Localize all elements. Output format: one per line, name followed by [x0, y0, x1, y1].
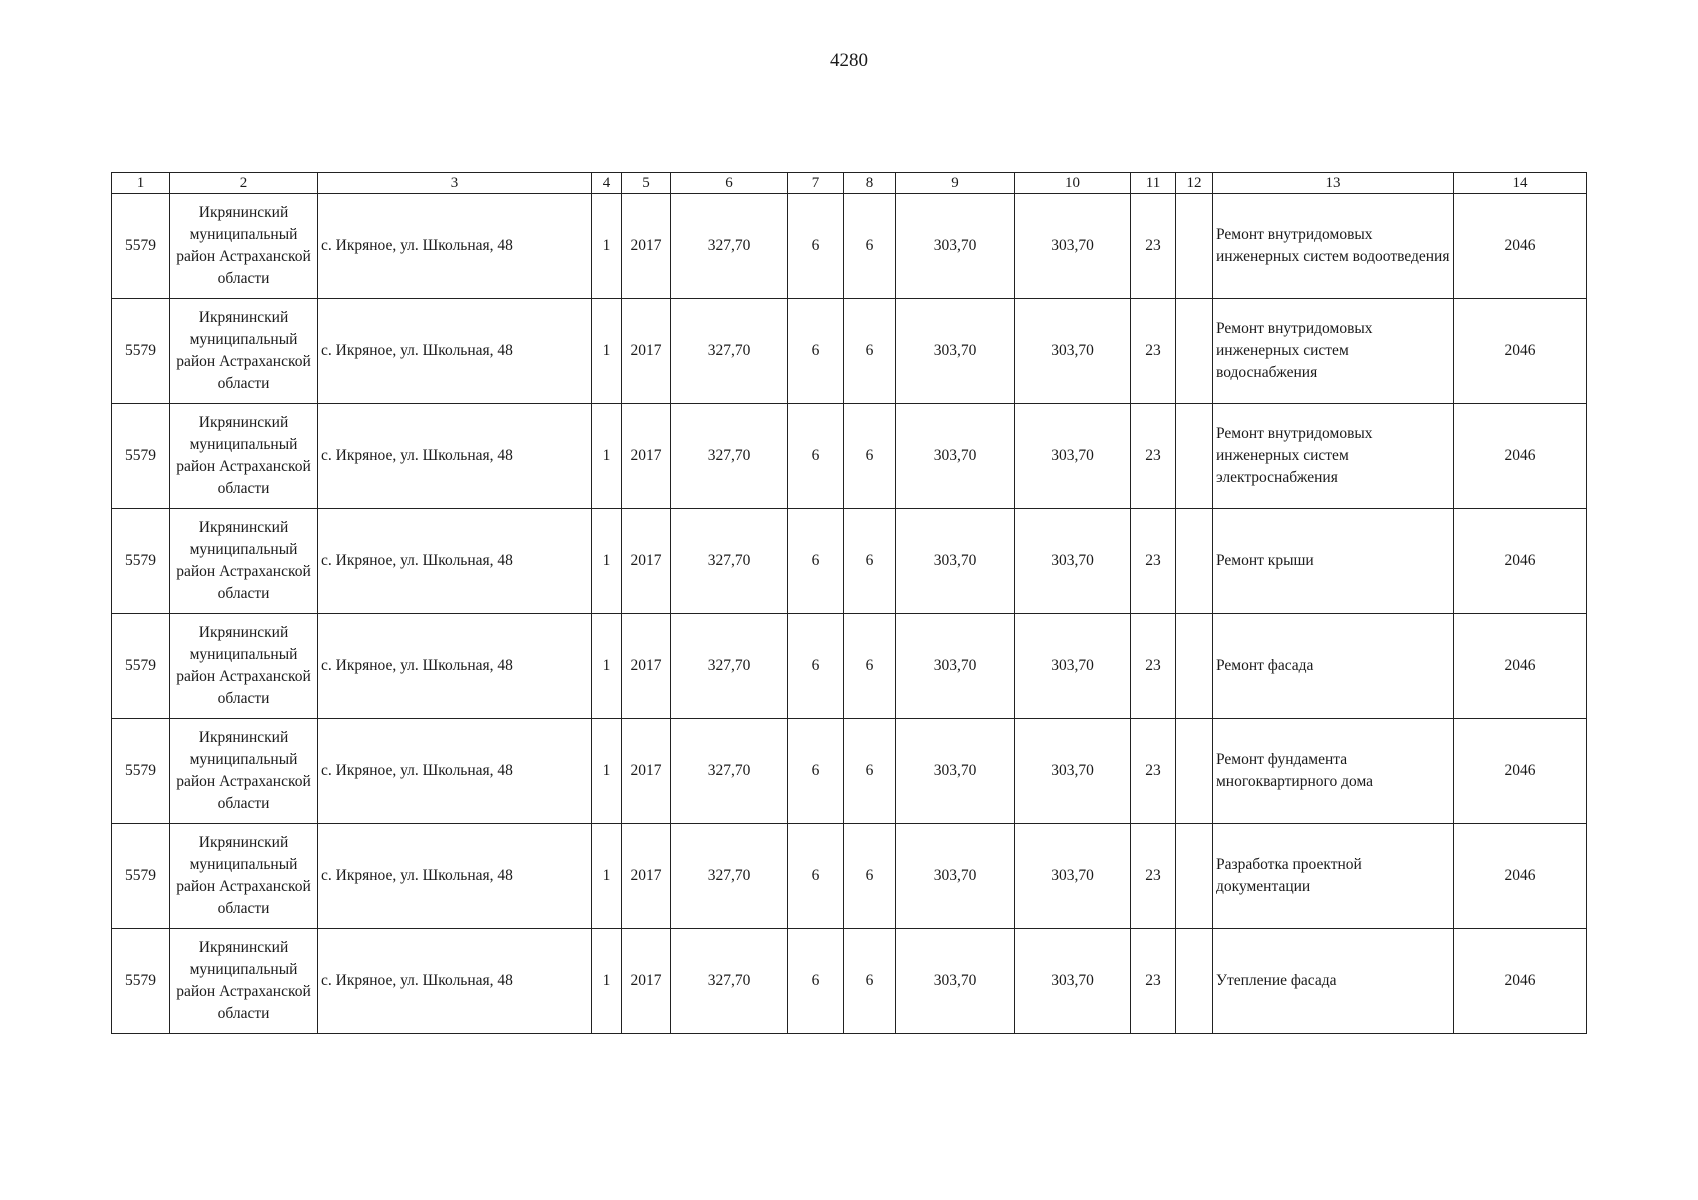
col8-cell: 6 — [844, 824, 896, 929]
col8-cell: 6 — [844, 299, 896, 404]
year-cell: 2017 — [622, 299, 671, 404]
area-cell: 327,70 — [671, 509, 788, 614]
municipality-cell: Икрянинский муниципальный район Астраханской области — [170, 719, 318, 824]
col8-cell: 6 — [844, 509, 896, 614]
col12-cell — [1176, 194, 1213, 299]
planned-year-cell: 2046 — [1454, 929, 1587, 1034]
col4-cell: 1 — [592, 719, 622, 824]
col4-cell: 1 — [592, 404, 622, 509]
col10-cell: 303,70 — [1015, 824, 1131, 929]
col10-cell: 303,70 — [1015, 509, 1131, 614]
col12-cell — [1176, 719, 1213, 824]
record-number-cell: 5579 — [112, 194, 170, 299]
record-number-cell: 5579 — [112, 404, 170, 509]
planned-year-cell: 2046 — [1454, 194, 1587, 299]
column-header: 13 — [1213, 173, 1454, 194]
col12-cell — [1176, 509, 1213, 614]
year-cell: 2017 — [622, 824, 671, 929]
col12-cell — [1176, 299, 1213, 404]
col10-cell: 303,70 — [1015, 929, 1131, 1034]
work-type-cell: Ремонт внутридомовых инженерных систем водоснабжения — [1213, 299, 1454, 404]
housing-repair-table — [111, 172, 1587, 1034]
planned-year-cell: 2046 — [1454, 614, 1587, 719]
table-row — [112, 299, 1587, 404]
address-cell: с. Икряное, ул. Школьная, 48 — [318, 299, 592, 404]
record-number-cell: 5579 — [112, 299, 170, 404]
column-header: 2 — [170, 173, 318, 194]
municipality-cell: Икрянинский муниципальный район Астраханской области — [170, 614, 318, 719]
municipality-cell: Икрянинский муниципальный район Астраханской области — [170, 404, 318, 509]
municipality-cell: Икрянинский муниципальный район Астраханской области — [170, 929, 318, 1034]
planned-year-cell: 2046 — [1454, 299, 1587, 404]
municipality-cell: Икрянинский муниципальный район Астраханской области — [170, 194, 318, 299]
col7-cell: 6 — [788, 194, 844, 299]
table-row — [112, 404, 1587, 509]
col12-cell — [1176, 929, 1213, 1034]
col9-cell: 303,70 — [896, 719, 1015, 824]
address-cell: с. Икряное, ул. Школьная, 48 — [318, 509, 592, 614]
record-number-cell: 5579 — [112, 509, 170, 614]
col7-cell: 6 — [788, 404, 844, 509]
page-number: 4280 — [830, 50, 868, 71]
col4-cell: 1 — [592, 194, 622, 299]
address-cell: с. Икряное, ул. Школьная, 48 — [318, 719, 592, 824]
work-type-cell: Ремонт фундамента многоквартирного дома — [1213, 719, 1454, 824]
year-cell: 2017 — [622, 404, 671, 509]
col9-cell: 303,70 — [896, 929, 1015, 1034]
area-cell: 327,70 — [671, 929, 788, 1034]
area-cell: 327,70 — [671, 824, 788, 929]
col12-cell — [1176, 404, 1213, 509]
col7-cell: 6 — [788, 614, 844, 719]
col10-cell: 303,70 — [1015, 299, 1131, 404]
column-header: 9 — [896, 173, 1015, 194]
work-type-cell: Ремонт внутридомовых инженерных систем электроснабжения — [1213, 404, 1454, 509]
col8-cell: 6 — [844, 929, 896, 1034]
planned-year-cell: 2046 — [1454, 509, 1587, 614]
col11-cell: 23 — [1131, 194, 1176, 299]
column-header: 10 — [1015, 173, 1131, 194]
col4-cell: 1 — [592, 929, 622, 1034]
col11-cell: 23 — [1131, 299, 1176, 404]
col7-cell: 6 — [788, 509, 844, 614]
work-type-cell: Утепление фасада — [1213, 929, 1454, 1034]
work-type-cell: Ремонт крыши — [1213, 509, 1454, 614]
col8-cell: 6 — [844, 404, 896, 509]
column-header: 4 — [592, 173, 622, 194]
work-type-cell: Разработка проектной документации — [1213, 824, 1454, 929]
planned-year-cell: 2046 — [1454, 404, 1587, 509]
planned-year-cell: 2046 — [1454, 719, 1587, 824]
col11-cell: 23 — [1131, 509, 1176, 614]
column-header: 11 — [1131, 173, 1176, 194]
col7-cell: 6 — [788, 929, 844, 1034]
col4-cell: 1 — [592, 824, 622, 929]
table-body — [112, 194, 1587, 1034]
col11-cell: 23 — [1131, 719, 1176, 824]
col9-cell: 303,70 — [896, 824, 1015, 929]
col7-cell: 6 — [788, 299, 844, 404]
work-type-cell: Ремонт фасада — [1213, 614, 1454, 719]
table-row — [112, 824, 1587, 929]
year-cell: 2017 — [622, 509, 671, 614]
year-cell: 2017 — [622, 719, 671, 824]
col4-cell: 1 — [592, 509, 622, 614]
column-header: 7 — [788, 173, 844, 194]
column-header: 6 — [671, 173, 788, 194]
col8-cell: 6 — [844, 614, 896, 719]
col11-cell: 23 — [1131, 404, 1176, 509]
table-row — [112, 614, 1587, 719]
year-cell: 2017 — [622, 194, 671, 299]
col8-cell: 6 — [844, 719, 896, 824]
area-cell: 327,70 — [671, 299, 788, 404]
col11-cell: 23 — [1131, 614, 1176, 719]
work-type-cell: Ремонт внутридомовых инженерных систем водоотведения — [1213, 194, 1454, 299]
table-header — [112, 173, 1587, 194]
col9-cell: 303,70 — [896, 299, 1015, 404]
area-cell: 327,70 — [671, 404, 788, 509]
col10-cell: 303,70 — [1015, 719, 1131, 824]
table-row — [112, 929, 1587, 1034]
col4-cell: 1 — [592, 299, 622, 404]
column-header: 5 — [622, 173, 671, 194]
municipality-cell: Икрянинский муниципальный район Астраханской области — [170, 824, 318, 929]
col4-cell: 1 — [592, 614, 622, 719]
column-header: 14 — [1454, 173, 1587, 194]
record-number-cell: 5579 — [112, 824, 170, 929]
address-cell: с. Икряное, ул. Школьная, 48 — [318, 194, 592, 299]
col7-cell: 6 — [788, 824, 844, 929]
table-row — [112, 719, 1587, 824]
col10-cell: 303,70 — [1015, 614, 1131, 719]
area-cell: 327,70 — [671, 614, 788, 719]
col12-cell — [1176, 824, 1213, 929]
col9-cell: 303,70 — [896, 614, 1015, 719]
col10-cell: 303,70 — [1015, 194, 1131, 299]
col9-cell: 303,70 — [896, 404, 1015, 509]
address-cell: с. Икряное, ул. Школьная, 48 — [318, 824, 592, 929]
address-cell: с. Икряное, ул. Школьная, 48 — [318, 404, 592, 509]
area-cell: 327,70 — [671, 719, 788, 824]
record-number-cell: 5579 — [112, 929, 170, 1034]
column-header: 1 — [112, 173, 170, 194]
col11-cell: 23 — [1131, 929, 1176, 1034]
year-cell: 2017 — [622, 614, 671, 719]
col8-cell: 6 — [844, 194, 896, 299]
table-row — [112, 509, 1587, 614]
municipality-cell: Икрянинский муниципальный район Астраханской области — [170, 299, 318, 404]
address-cell: с. Икряное, ул. Школьная, 48 — [318, 929, 592, 1034]
year-cell: 2017 — [622, 929, 671, 1034]
address-cell: с. Икряное, ул. Школьная, 48 — [318, 614, 592, 719]
column-number-row — [112, 173, 1587, 194]
col12-cell — [1176, 614, 1213, 719]
column-header: 3 — [318, 173, 592, 194]
col11-cell: 23 — [1131, 824, 1176, 929]
col7-cell: 6 — [788, 719, 844, 824]
column-header: 8 — [844, 173, 896, 194]
col10-cell: 303,70 — [1015, 404, 1131, 509]
table-row — [112, 194, 1587, 299]
record-number-cell: 5579 — [112, 614, 170, 719]
column-header: 12 — [1176, 173, 1213, 194]
planned-year-cell: 2046 — [1454, 824, 1587, 929]
municipality-cell: Икрянинский муниципальный район Астраханской области — [170, 509, 318, 614]
col9-cell: 303,70 — [896, 509, 1015, 614]
col9-cell: 303,70 — [896, 194, 1015, 299]
area-cell: 327,70 — [671, 194, 788, 299]
record-number-cell: 5579 — [112, 719, 170, 824]
